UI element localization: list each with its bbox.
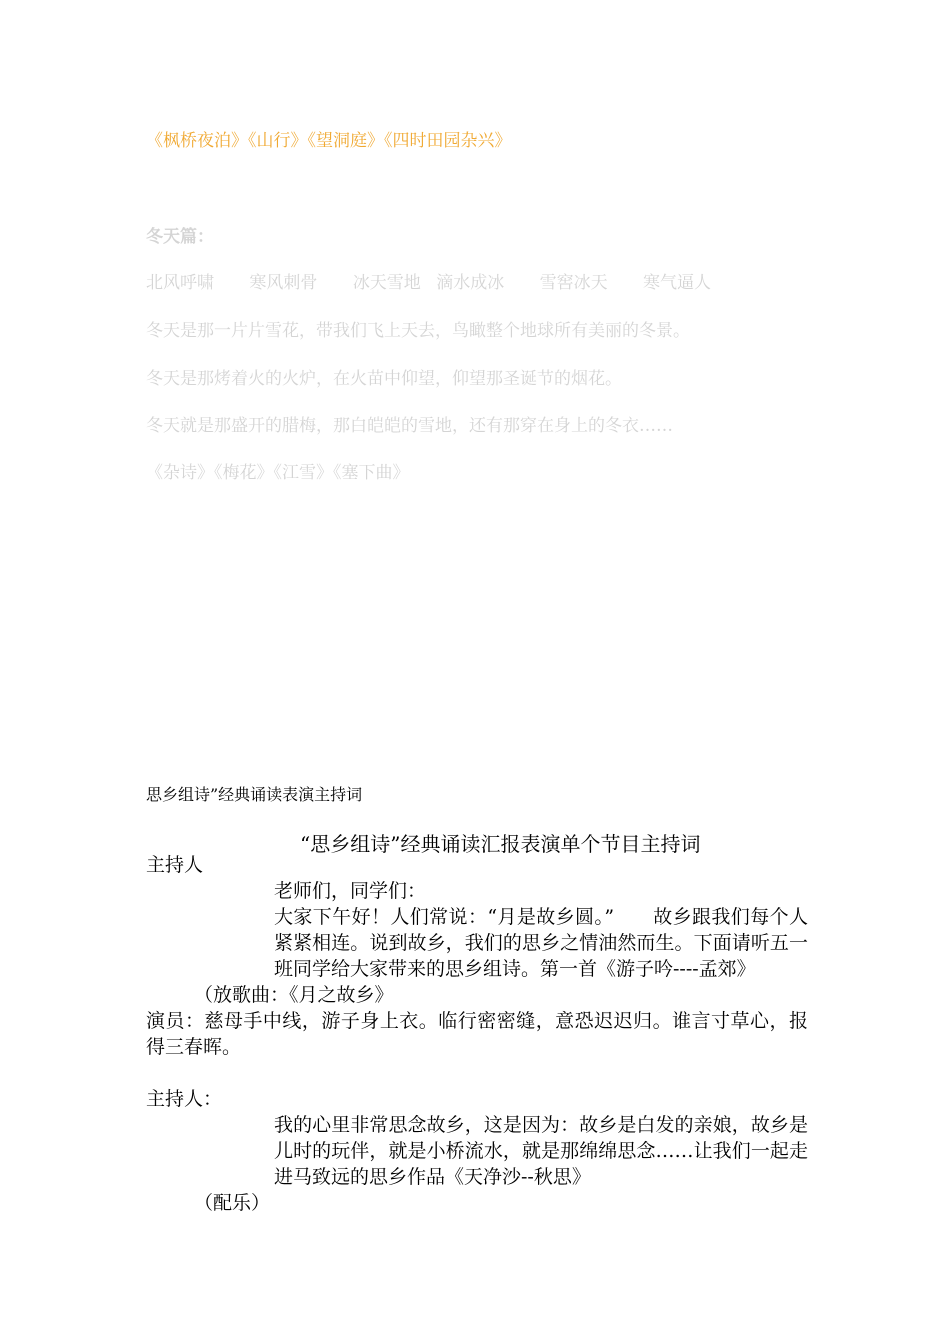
music-note: （放歌曲：《月之故乡》 [194, 984, 394, 1006]
idiom: 雪窖冰天 [539, 273, 608, 293]
music-note: （配乐） [194, 1192, 271, 1214]
host-label: 主持人： [146, 1088, 223, 1110]
winter-idioms [146, 268, 741, 293]
performer-line: 演员：慈母手中线，游子身上衣。临行密密缝，意恐迟迟归。谁言寸草心，报得三春晖。 [146, 1010, 808, 1058]
autumn-poem-list: 《枫桥夜泊》《山行》《望洞庭》《四时田园杂兴》 [146, 131, 512, 151]
idiom: 冰天雪地 [352, 273, 421, 293]
host-greeting: 老师们，同学们： [274, 880, 427, 902]
idiom: 北风呼啸 [146, 273, 214, 293]
winter-line: 冬天是那烤着火的火炉，在火苗中仰望，仰望那圣诞节的烟花。 [146, 369, 622, 389]
host-label: 主持人 [146, 854, 204, 876]
spacer [146, 1060, 808, 1086]
winter-poem-list: 《杂诗》《梅花》《江雪》《塞下曲》 [146, 463, 410, 483]
idiom: 寒气逼人 [643, 273, 712, 293]
winter-line: 冬天是那一片片雪花，带我们飞上天去，鸟瞰整个地球所有美丽的冬景。 [146, 321, 690, 341]
idiom: 寒风刺骨 [249, 273, 318, 293]
host-speech: 我的心里非常思念故乡，这是因为：故乡是白发的亲娘，故乡是儿时的玩伴，就是小桥流水，就是那绵绵思念……让我们一起走进马致远的思乡作品《天净沙--秋思》 [274, 1114, 808, 1188]
document-heading: 思乡组诗”经典诵读表演主持词 [146, 785, 363, 804]
winter-line: 冬天就是那盛开的腊梅，那白皑皑的雪地，还有那穿在身上的冬衣…… [146, 416, 673, 436]
script-body [146, 852, 808, 1216]
host-speech: 大家下午好！人们常说：“月是故乡圆。” 故乡跟我们每个人紧紧相连。说到故乡，我们的思乡之情油然而生。下面请听五一班同学给大家带来的思乡组诗。第一首《游子吟----孟郊》 [274, 906, 808, 980]
script-title: “思乡组诗”经典诵读汇报表演单个节目主持词 [300, 832, 701, 856]
winter-section-title: 冬天篇： [146, 227, 214, 247]
idiom: 滴水成冰 [436, 273, 505, 293]
